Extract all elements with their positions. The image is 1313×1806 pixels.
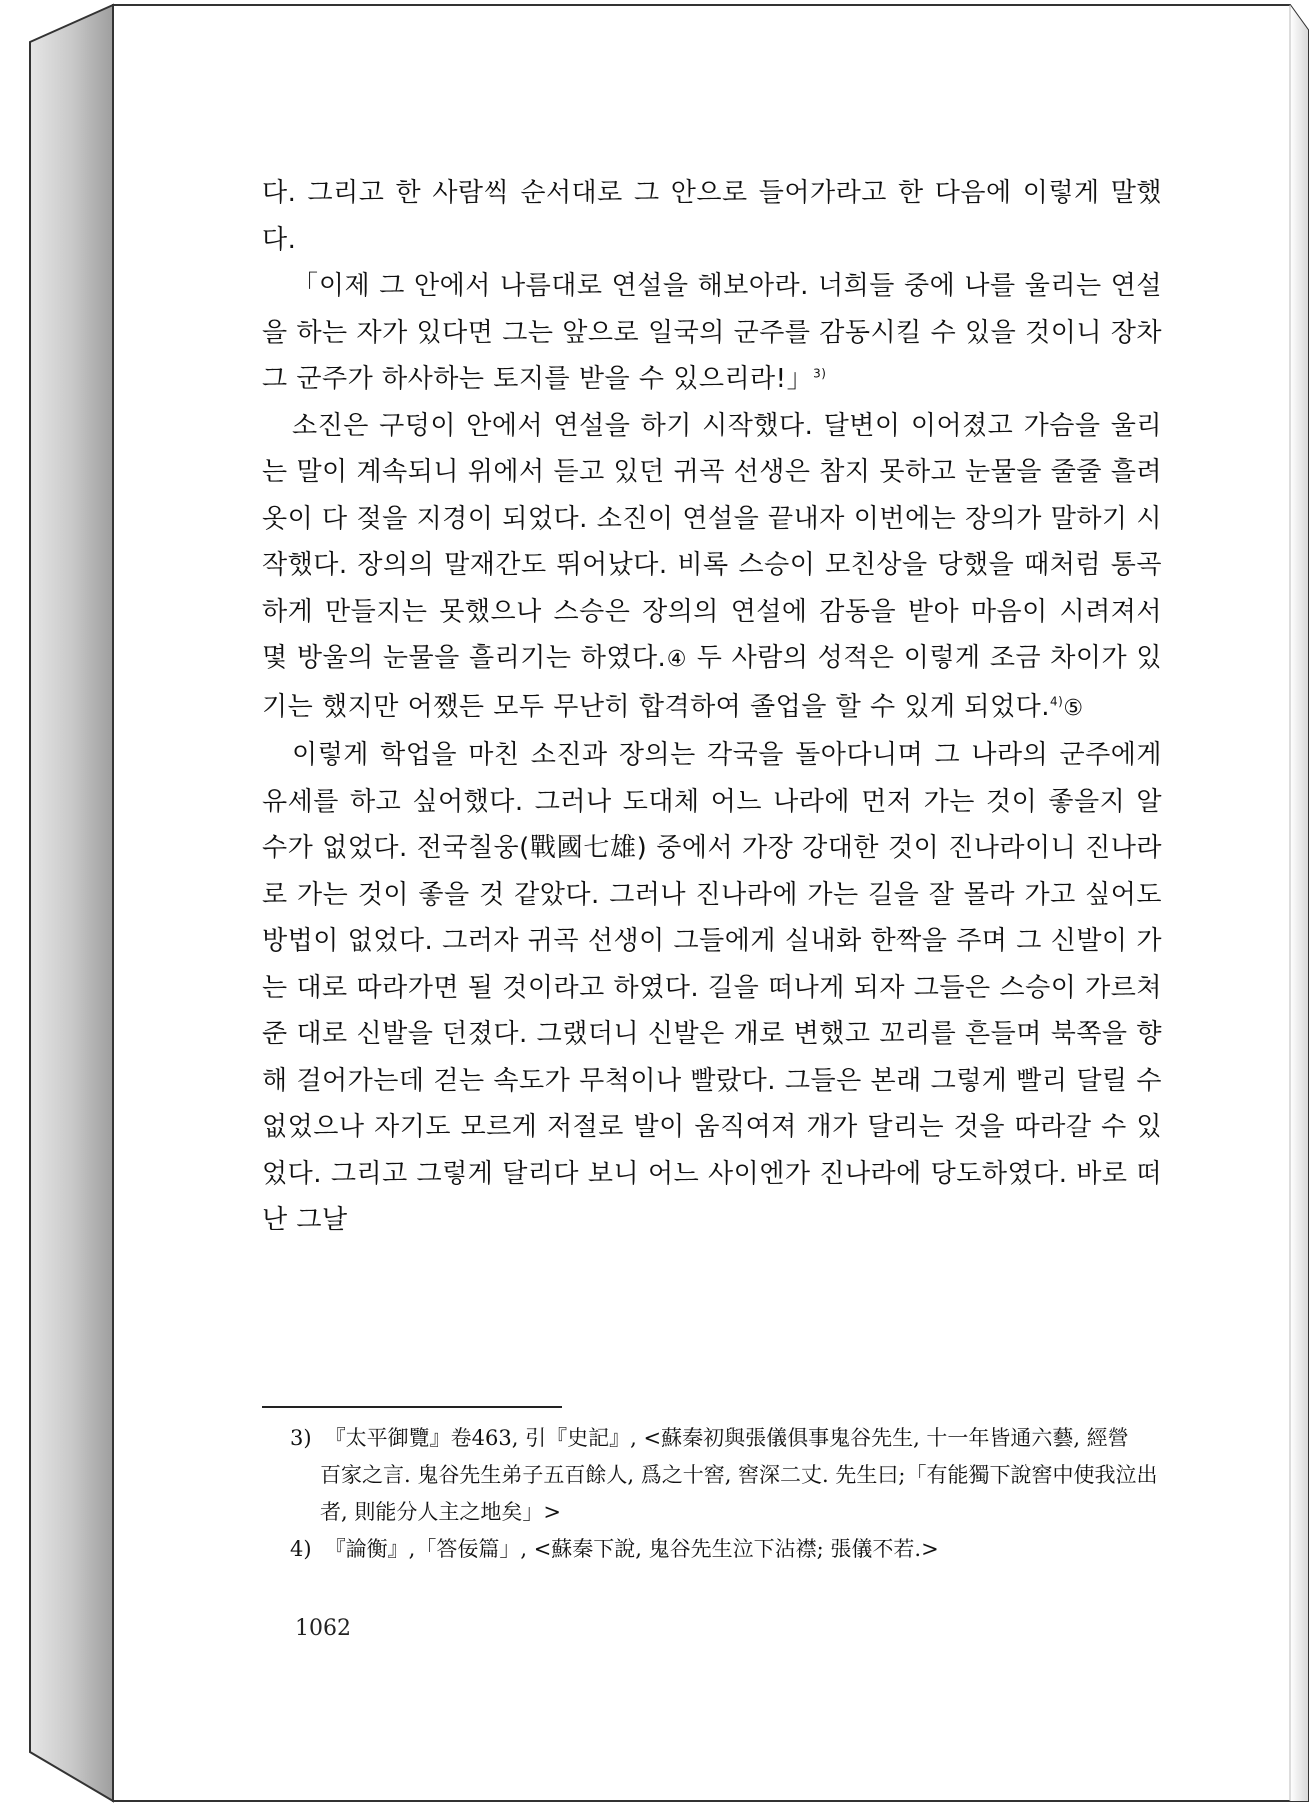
page-number: 1062 [295, 1616, 351, 1641]
footnote-ref-3: 3) [813, 366, 827, 381]
footnote-text: 『論衡』,「答佞篇」, <蘇秦下說, 鬼谷先生泣下沾襟; 張儀不若.> [324, 1537, 939, 1561]
footnote-ref-4: 4) [1050, 693, 1064, 708]
footnote-3 [290, 1420, 1170, 1531]
circled-marker-5: ⑤ [1063, 695, 1084, 721]
paragraph-4: 이렇게 학업을 마친 소진과 장의는 각국을 돌아다니며 그 나라의 군주에게 유세를 하고 싶어했다. 그러나 도대체 어느 나라에 먼저 가는 것이 좋을지 알 수가 없었다. 전국칠웅(戰國七雄) 중에서 가장 강대한 것이 진나라이니 진나라로 가는 것이 좋을 것 같았다. 그러나 진나라에 가는 길을 잘 몰라 가고 싶어도 방법이 없었다. 그러자 귀곡 선생이 그들에게 실내화 한짝을 주며 그 신발이 가는 대로 따라가면 될 것이라고 하였다. 길을 떠나게 되자 그들은 스승이 가르쳐 준 대로 신발을 던졌다. 그랬더니 신발은 개로 변했고 꼬리를 흔들며 북쪽을 향해 걸어가는데 걷는 속도가 무척이나 빨랐다. 그들은 본래 그렇게 빨리 달릴 수 없었으나 자기도 모르게 저절로 발이 움직여져 개가 달리는 것을 따라갈 수 있었다. 그리고 그렇게 달리다 보니 어느 사이엔가 진나라에 당도하였다. 바로 떠난 그날 [262, 740, 1162, 1235]
paragraph-2: 「이제 그 안에서 나름대로 연설을 해보아라. 너희들 중에 나를 울리는 연설을 하는 자가 있다면 그는 앞으로 일국의 군주를 감동시킬 수 있을 것이니 장차 그 군주가 하사하는 토지를 받을 수 있으리라!」$^{3)}$ [262, 271, 1162, 394]
footnote-number: 4) [290, 1537, 312, 1561]
body-text [262, 170, 1162, 1244]
footnote-4 [290, 1531, 1170, 1568]
footnotes [290, 1420, 1170, 1568]
footnote-number: 3) [290, 1426, 312, 1450]
paragraph-1: 다. 그리고 한 사람씩 순서대로 그 안으로 들어가라고 한 다음에 이렇게 말했다. [262, 178, 1162, 255]
footnote-text-continued: 百家之言. 鬼谷先生弟子五百餘人, 爲之十窖, 窖深二丈. 先生曰;「有能獨下說窖中使我泣出者, 則能分人主之地矣」> [320, 1463, 1158, 1524]
book-spine [30, 5, 113, 1801]
footnote-divider [262, 1406, 562, 1408]
circled-marker-4: ④ [666, 647, 688, 672]
paragraph-3: 소진은 구덩이 안에서 연설을 하기 시작했다. 달변이 이어졌고 가슴을 울리는 말이 계속되니 위에서 듣고 있던 귀곡 선생은 참지 못하고 눈물을 줄줄 흘려 옷이 다 젖을 지경이 되었다. 소진이 연설을 끝내자 이번에는 장의가 말하기 시작했다. 장의의 말재간도 뛰어났다. 비록 스승이 모친상을 당했을 때처럼 통곡하게 만들지는 못했으나 스승은 장의의 연설에 감동을 받아 마음이 시려져서 몇 방울의 눈물을 흘리기는 하였다.④ 두 사람의 성적은 이렇게 조금 차이가 있기는 했지만 어쨌든 모두 무난히 합격하여 졸업을 할 수 있게 되었다.$^{4)}$⑤ [262, 410, 1162, 722]
footnote-text: 『太平御覽』卷463, 引『史記』, <蘇秦初與張儀俱事鬼谷先生, 十一年皆通六藝, 經營 [324, 1426, 1129, 1450]
